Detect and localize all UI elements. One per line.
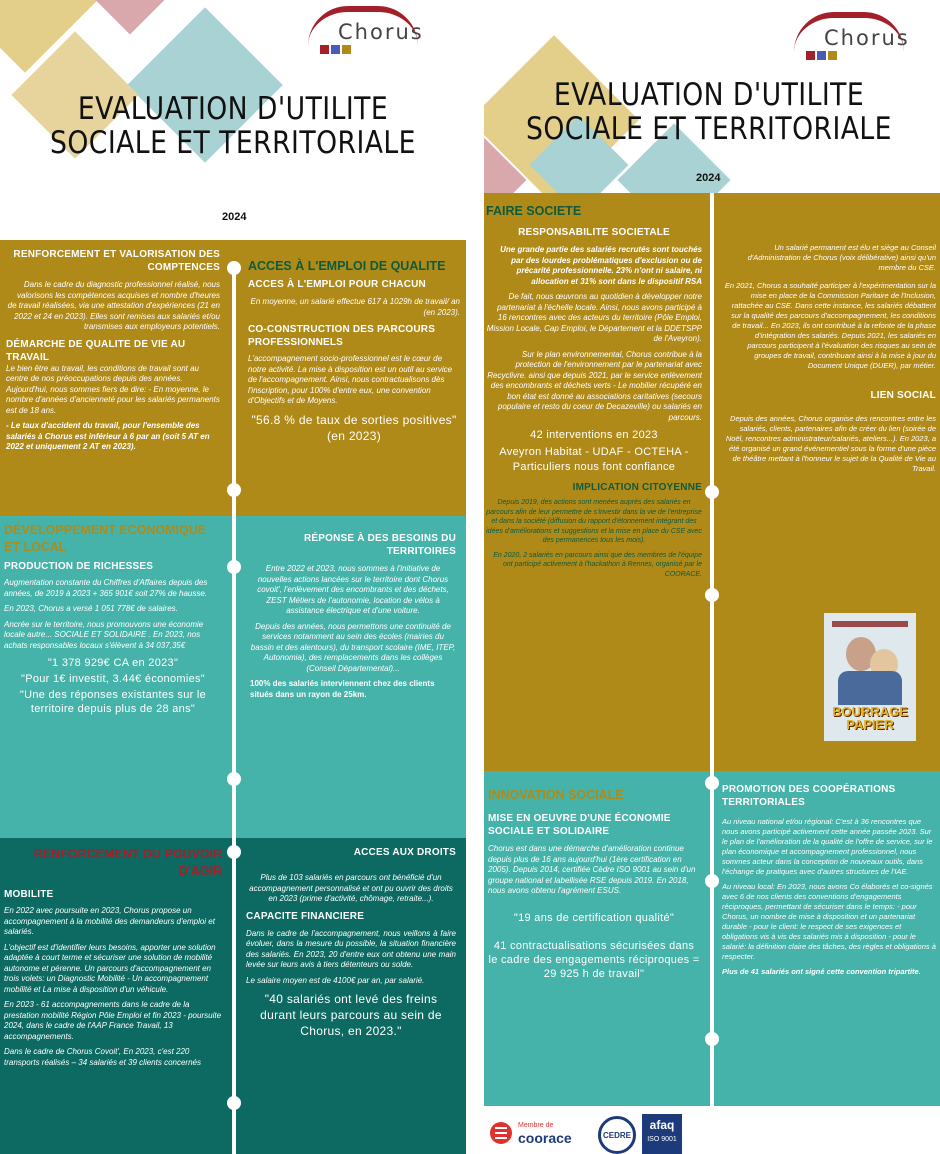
theatre-poster <box>824 613 916 741</box>
col-left: DÉVELOPPEMENT ECONOMIQUE ET LOCAL PRODUCTION DE RICHESSES Augmentation constante du Chiffres d'Affaires depuis des années, de 2019 à 2023 + 365 901€ soit 27% de hausse. En 2023, Chorus a versé 1 051 778€ de salaires. Ancrée sur le territoire, nous promouvons une économie locale autre... SOCIALE ET SOLIDAIRE . En 2023, nos achats responsables locaux s'élèvent à 34 037,35€ "1 378 929€ CA en 2023" "Pour 1€ investit, 3.44€ économies" "Une des réponses existantes sur le territoire depuis plus de 28 ans" <box>4 523 208 715</box>
timeline-dot <box>705 874 719 888</box>
year-label: 2024 <box>696 172 721 184</box>
col-right: ACCES À L'EMPLOI DE QUALITE ACCES À L'EMPLOI POUR CHACUN En moyenne, un salarié effectue 617 à 1029h de travail/ an (en 2023). CO-CONSTRUCTION DES PARCOURS PROFESSIONNELS L'accompagnement socio-professionnel est le cœur de notre activité. La mise à disposition est un outil au service de l'accompagnement. Ainsi, nous contractualisons dès l'inscription, pour 100% d'entre eux, une convention d'Objectifs et de Moyens. "56.8 % de taux de sorties positives" (en 2023) <box>248 259 460 443</box>
timeline-dot <box>227 772 241 786</box>
year-label: 2024 <box>222 211 247 223</box>
timeline-dot <box>705 485 719 499</box>
timeline-line <box>232 262 236 1154</box>
page-left <box>0 0 466 1154</box>
cedre-logo: CEDRE <box>598 1116 636 1154</box>
decor-shape <box>81 0 180 34</box>
col-right: Un salarié permanent est élu et siège au Conseil d'Administration de Chorus (voix délibérative) ainsi qu'un membre du CSE. En 2021, Chorus a souhaité participer à l'expérimentation sur la mise en place de la Commission Paritaire de l'Inclusion, rattachée au CSE. Dans cette instance, les salariés débattent sur la qualité des parcours d'accompagnement, les conditions de travail... En 2023, ils ont contribué à la refonte de la phase d'intégration des salariés. Depuis 2021, les salariés en parcours participent à l'évaluation des risques au sein de groupes de travail, contribuant ainsi à la mise à jour du Document Unique (DUER), par métier. LIEN SOCIAL Depuis des années, Chorus organise des rencontres entre les salariés, clients, partenaires afin de créer du lien (soirée de Noël, rencontres administrateur/salariés, ateliers...). En 2023, a été organisé un grand événementiel sous la forme d'une pièce de théâtre mettant à l'honneur le sujet de la Qualité de Vie au Travail. <box>724 243 936 473</box>
col-right: ACCES AUX DROITS Plus de 103 salariés en parcours ont bénéficié d'un accompagnement personnalisé et ont pu ouvrir des droits en 2023 (prime d'activité, chômage, retraite...). CAPACITE FINANCIERE Dans le cadre de l'accompagnement, nous veillons à faire évoluer, dans la mesure du possible, la situation financière des salariés. En 2023, 20 d'entre eux ont obtenu une main levée sur leurs avis à tiers détenteurs ou solde. Le salaire moyen est de 4100€ par an, par salarié. "40 salariés ont levé des freins durant leurs parcours au sein de Chorus, en 2023." <box>246 847 456 1038</box>
col-left: INNOVATION SOCIALE MISE EN OEUVRE D'UNE ÉCONOMIE SOCIALE ET SOLIDAIRE Chorus est dans une démarche d'amélioration continue depuis plus de 16 ans aujourd'hui (1ère certification en 2005). Depuis 2014, certifiée Cèdre ISO 9001 au sein d'un groupe national et labellisée RSE depuis 2019. En 2018, nous avons obtenu l'agrément ESUS. "19 ans de certification qualité" 41 contractualisations sécurisées dans le cadre des engagements réciproques = 29 925 h de travail" <box>488 788 700 980</box>
page-title: EVALUATION D'UTILITE SOCIALE ET TERRITORIALE <box>50 91 416 161</box>
col-right: RÉPONSE À DES BESOINS DU TERRITOIRES Entre 2022 et 2023, nous sommes à l'initiative de nouvelles actions lancées sur le territoire dont Chorus covoit', l'enlèvement des encombrants et des déchets, ZEST Métiers de l'autonomie, location de vélos à assistance électrique et d'une voiture. Depuis des années, nous permettons une continuité de services notamment au sein des écoles (mairies du bassin et des alentours), du transport scolaire (IME, ITEP, Autonomia), des remplacements dans les collèges (Conseil Départemental)... 100% des salariés interviennent chez des clients situés dans un rayon de 25km. <box>250 533 456 699</box>
chorus-logo: Chorus <box>298 6 438 56</box>
timeline-dot <box>227 1096 241 1110</box>
timeline-dot <box>227 560 241 574</box>
timeline-dot <box>227 483 241 497</box>
col-left: RENFORCEMENT DU POUVOIR D'AGIR MOBILITE En 2022 avec poursuite en 2023, Chorus propose un accompagnement à la mobilité des demandeurs d'emploi et salariés. L'objectif est d'identifier leurs besoins, apporter une solution adaptée à court terme et sécuriser une solution de mobilité autonome et pérenne. Un parcours d'accompagnement en trois volets: un Diagnostic Mobilité - Un accompagnement mobilité et La mise à disposition d'un véhicule. En 2023 - 61 accompagnements dans le cadre de la prestation mobilité Région Pôle Emploi et fin 2023 - poursuite 2024, dans le cadre de l'AAP France Travail, 13 accompagnements. Dans le cadre de Chorus Covoit', En 2023, c'est 220 transports réalisés – 34 salariés et 39 clients concernés <box>4 847 222 1067</box>
timeline-dot <box>705 776 719 790</box>
timeline-line <box>710 193 714 1106</box>
chorus-logo: Chorus <box>784 12 924 62</box>
timeline-dot <box>705 1032 719 1046</box>
timeline-dot <box>705 588 719 602</box>
col-left: RENFORCEMENT ET VALORISATION DES COMPTENCES Dans le cadre du diagnostic professionnel réalisé, nous valorisons les compétences acquises et nombre d'heures de travail réalisées, via une attestation d'expériences (21 en 2022 et 24 en 2023). Elles sont remises aux salariés et/ou transmises aux employeurs potentiels. DÉMARCHE DE QUALITE DE VIE AU TRAVAIL Le bien être au travail, les conditions de travail sont au centre de nos préoccupations depuis des années. Aujourd'hui, nous sommes fiers de dire: - En moyenne, le nombre d'années d'ancienneté pour les salariés permanents est de 18 ans. - Le taux d'accident du travail, pour l'ensemble des salariés à Chorus est inférieur à 6 par an (soit 5 AT en 2022 et uniquement 2 AT en 2023). <box>6 249 220 451</box>
timeline-dot <box>227 261 241 275</box>
col-right: PROMOTION DES COOPÉRATIONS TERRITORIALES Au niveau national et/ou régional: C'est à 36 rencontres que nous avons participé activement cette année passée 2023. Sur le plan de l'amélioration de la qualité de l'offre de service, sur le plan économique et accompagnement professionnel, nous sommes acteur dans la conception de nouveaux outils, dans l'échange de pratiques avec d'autres structures de l'IAE. Au niveau local: En 2023, nous avons Co élaborés et co-signés avec 6 de nos clients des conventions d'engagements réciproques, permettant de sécuriser dans le temps: - pour Chorus, un nombre de mise à disposition et un partenariat durable - pour le client: le respect de ses exigences et obligations vis à vis des salariés mis à disposition - pour le salarié: la définition claire des tâches, des règles et obligations à respecter. Plus de 41 salariés ont signé cette convention tripartite. <box>722 784 936 976</box>
coorace-logo: Membre de coorace <box>490 1118 600 1150</box>
page-right <box>484 0 940 1154</box>
poster-title: BOURRAGE PAPIER <box>832 704 908 732</box>
col-left: FAIRE SOCIETE RESPONSABILITE SOCIETALE Une grande partie des salariés recrutés sont touchés par des lourdes problématiques d'exclusion ou de précarité professionnelle. 23% n'ont ni salaire, ni allocation et 31% sont dans le dispositif RSA De fait, nous œuvrons au quotidien à développer notre partenariat à l'échelle locale. Ainsi, nous avons participé à 16 rencontres avec des acteurs du territoire (Pôle Emploi, Mission Locale, Cap Emploi, le Département et la DDETSPP de l'Aveyron). Sur le plan environnemental, Chorus contribue à la protection de l'environnement par le partenariat avec Recyclivre. ainsi que depuis 2021, par le service enlèvement des encombrants et déchets verts - Le mobilier récupéré en bon état est donné au associations caritatives (secours populaire et resto du coeur de Decazeville) ou salariés en parcours. 42 interventions en 2023 Aveyron Habitat - UDAF - OCTEHA - Particuliers nous font confiance IMPLICATION CITOYENNE Depuis 2019, des actions sont menées auprès des salariés en parcours afin de leur permettre de s'investir dans la vie de l'entreprise et dans la société (diffusion du rapport d'étonnement intégrant des idées d'améliorations et suggestions et la mise en place du CSE avec des permanences tous les mois). En 2020, 2 salariés en parcours ainsi que des membres de l'équipe ont participé activement à l'hackathon à Rennes, organisé par le COORACE. <box>486 204 702 578</box>
timeline-dot <box>227 845 241 859</box>
page-title: EVALUATION D'UTILITE SOCIALE ET TERRITORIALE <box>526 77 892 147</box>
afaq-logo: afaq ISO 9001 <box>642 1114 682 1154</box>
